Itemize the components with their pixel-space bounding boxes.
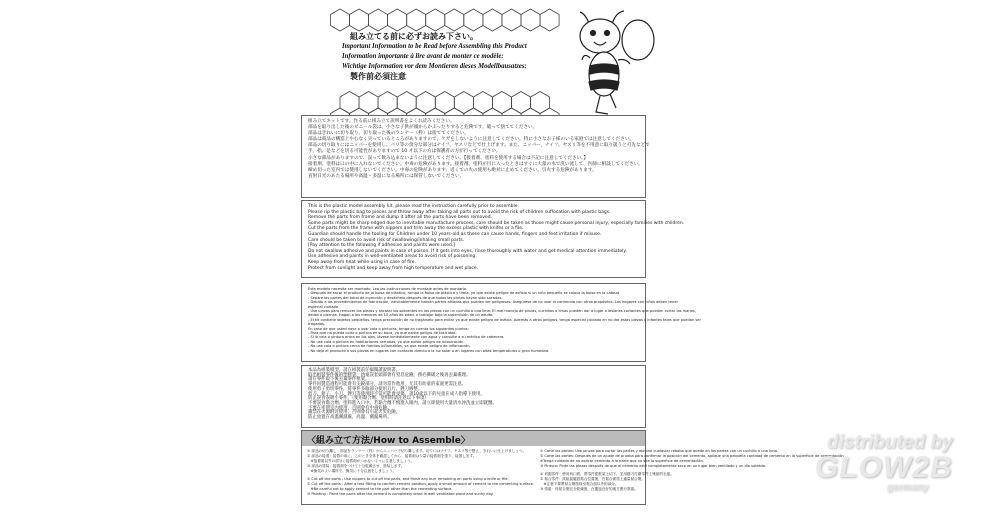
notice-line: 接着剤、塗料は口の中に入れないでください。中毒の危険があります。接着剤、塗料が目に入ったときはすぐに大量の水で洗い流して、医師に相談してください。 — [308, 161, 643, 167]
notice-line: Guardian should handle the tooling for Children under 10 years-old as these can cause hands, fingers and feet irritation if misuse. — [308, 231, 602, 237]
notice-line: Remove the parts from frame and dump it after all the parts have been removed. — [308, 215, 493, 221]
notice-line: - No deje el producto o sus piezas en lugares con contacto directo a la luz solar o en lugares con altas temperaturas o gran humedad. — [308, 348, 550, 353]
notice-line: 組み立てキットです。作る前に組み立て説明書をよくお読みください。 — [308, 119, 455, 124]
hexagon-shape — [435, 92, 454, 114]
hexagon-shape — [454, 92, 473, 114]
title-japanese: 組み立てる前に必ずお読み下さい。 — [350, 32, 478, 41]
notice-line: 手、指、足などを切る可能性がありますので 10 才以下の方は保護者の方が行ってください。 — [308, 149, 501, 155]
notice-line: Please rip the plastic bag to pieces and throw away after taking all parts out to avoid the risk of children suffocation with plastic bags. — [308, 209, 611, 215]
notice-line: 零件因製造過程可能會有尖銳部分，請勿當作他用，尤其有幼童的家庭更需注意。 — [308, 382, 467, 388]
japanese-notice — [301, 115, 650, 198]
notice-line: 小さな部品がありますので、誤って飲み込まないように注意してください。【接着剤、塗料を使用する場合は下記に注意してください。】 — [308, 155, 589, 161]
hexagon-shape — [359, 92, 378, 114]
notice-line: ① 切割零件：使用斜口鉗，將零件從框架上切下，並用銼刀打磨零件上殘留的毛邊。 — [539, 472, 674, 476]
notice-line: ① Cut off the parts : Use nippers to cut off the parts, and finish any burr remaining on parts using a knife or file. — [307, 477, 509, 481]
hexagon-shape — [540, 9, 559, 31]
hexagon-shape — [531, 92, 550, 114]
hexagon-shape — [492, 92, 511, 114]
notice-line: tragadas. — [308, 322, 326, 327]
notice-line: ※Tenga cuidado de no aplicar cemento a la parte que no sea la superficie de cementación. — [539, 459, 704, 463]
notice-line: ③ Painting : Paint the parts after the cement is completely dried in well ventilated place and sunny day. — [307, 492, 494, 496]
notice-line: Este modelo necesita ser montado. Lea las instrucciones de montaje antes de montarlo. — [308, 287, 468, 291]
notice-line: 部品を取り出した後のビニール袋は、小さな子供が頭からかぶったりすると危険です。破って捨ててください。 — [308, 125, 538, 131]
hexagon-shape — [369, 9, 388, 31]
notice-line: ① Corte las partes: Use pinzas para cortar las partes y elimine cualquier rebaba que quede en las partes con un cuchillo o una lima. — [539, 449, 778, 453]
title-german: Wichtige Information vor dem Montieren dieses Modellbausatzes: — [342, 63, 527, 70]
notice-line: 防止誤食誤吸小零件。（使用黏合劑、塗料時請注意以下事項） — [308, 396, 429, 402]
notice-line: ② 部品の接着：接着の前に、このとき全体を確認してから、接着剤は少量の接着剤を塗り、接着します。 — [307, 454, 477, 458]
notice-line: 取出組裝零件後的塑膠袋，幼童誤套頭部會有窒息危險，務必撕破之後再丟棄處理。 — [308, 372, 471, 378]
notice-line: 締め切った室内では使用しないでください。中毒の危険があります。近くでの火の使用も絶対に止めてください。引火する危険があります。 — [308, 167, 597, 173]
notice-line: - Después de sacar el producto de la bolsa de plástico, rompa la bolsa de plástico y tírela, ya que existe peligro de asfixia si un niño pequeño se coloca la bolsa en la cabeza. — [308, 291, 621, 296]
notice-line: 不要誤食黏合劑、塗料進入口中。若黏合劑不慎進入眼內，請立即使用大量清水沖洗並立即就醫。 — [308, 400, 497, 406]
hexagon-shape — [512, 92, 531, 114]
assemble-right-column — [540, 449, 845, 497]
notice-line: ③ 塗裝：待黏合劑完全乾燥後，在通風良好的地方進行塗裝。 — [539, 487, 638, 491]
hexagon-shape — [407, 9, 426, 31]
notice-line: dedos o piernas. Hagan a los menores de 10 años de edad, o trabajar bajo la supervisión de un adulto. — [308, 313, 494, 318]
spanish-steps — [540, 449, 845, 469]
hexagon-shape — [483, 9, 502, 31]
notice-line: ※接着面以外の部分に接着剤がつかないように注意しましょう。 — [307, 459, 415, 463]
hexagon-shape — [426, 9, 445, 31]
notice-line: Some parts might be sharp edged due to inevitable manufacture process, care should be taken as those might cause personal injury, especially families with children. — [308, 220, 685, 226]
notice-line: ※換気のよい場所で、換気に十分注意をしましょう。 — [307, 469, 397, 473]
watermark-line3: germany — [886, 482, 929, 493]
hexagon-shape — [521, 9, 540, 31]
how-to-assemble-section — [301, 430, 845, 505]
hexagon-shape — [502, 9, 521, 31]
japanese-steps — [307, 449, 534, 474]
hexagon-shape — [473, 92, 492, 114]
english-steps — [307, 477, 534, 497]
chinese-notice — [301, 365, 646, 428]
notice-line: - Debido a los procedimientos de fabricación, inevitablemente habrán partes afiladas que pueden ser peligrosas. Asegúrese de no usar el contenido con otros propósitos. Los hogares con niños deben tener — [308, 300, 678, 305]
title-french: Information importante à lire avant de monter ce modèle: — [342, 53, 504, 60]
hexagon-shape — [416, 92, 435, 114]
english-notice — [301, 200, 685, 278]
notice-line: En caso de que usted vaya a usar cola o pinturas, tenga en cuenta los siguientes puntos: — [308, 326, 469, 331]
notice-line: - Si la cola o pintura entra en los ojos, lávese inmediatamente con agua y consulte a su médico de cabecera. — [308, 335, 505, 340]
distributor-watermark — [815, 432, 953, 493]
notice-line: 本品為組裝模型，請在組裝前仔細閱讀說明書。 — [308, 368, 401, 373]
chinese-steps — [540, 472, 845, 492]
notice-line: ② Cut off the parts : After a test fitting to confirm cement position, apply a small amount of cement to the cementing surface. — [307, 482, 534, 486]
notice-line: ③ Pintura: Pinte las piezas después de que el cemento esté completamente seco en un lugar bien ventilado y un día soleado. — [539, 464, 767, 468]
watermark-line1: distributed by — [827, 432, 953, 453]
title-chinese: 製作前必須注意 — [350, 72, 406, 81]
notice-line: 直射日光のあたる場所や高温・多湿になる場所には保管しないでください。 — [308, 173, 465, 179]
notice-line: - Para que no pueda colar o pintura en su boca, ya que existe peligro de toxicidad. — [308, 331, 457, 336]
notice-line: 不要在密閉室內使用，否則會有中毒危險。 — [308, 405, 392, 411]
watermark-logo: GLOW2B — [815, 451, 953, 484]
hexagon-shape — [464, 9, 483, 31]
header-titles — [342, 32, 527, 82]
notice-line: 部品は商品の構造上やむなく尖っているところがありますので、ケガをしないように注意してください。特に小さなお子様のいる家庭では注意してください。 — [308, 137, 634, 143]
hexagon-shape — [378, 92, 397, 114]
how-to-assemble-heading: 〈組み立て方法/How to Assemble〉 — [302, 431, 645, 446]
notice-line: especial cuidado. — [308, 304, 340, 309]
notice-line: ※注意不要將黏合劑塗抹至黏合面以外的部分。 — [539, 482, 619, 486]
notice-line: 使用剪子剪切零件，將零件多餘部分使用刀片、銼刀修整。 — [308, 386, 423, 392]
notice-line: - El kit contiene objetos pequeños, tenga precaución de no tragárselo para evitar ya que existe peligro de asfixia. Además a otros peligros, tenga especial cuidado en no dar estas piezas a infantes tales que puedan ser — [308, 317, 701, 322]
notice-line: - Use pinzas para remover las piezas y alicatar los sobrantes en las piezas con un cuchillo o una lima. El mal manejo de pinzas, cuchillos o limas pueden dar a lugar a lesiones cortantes que pueden cortar las manos, — [308, 309, 696, 314]
hexagon-shape — [350, 9, 369, 31]
notice-line: Care should be taken to avoid risk of swallowing/inhaling small parts. — [308, 237, 465, 243]
notice-line: ② 黏合零件：試組裝確認黏合位置後，在黏合面塗上適量黏合劑。 — [539, 477, 645, 481]
spanish-notice — [301, 283, 701, 362]
notice-line: - No use cola o pintura cerca de fuentes inflamables, ya que existe peligro de inflamación. — [308, 344, 471, 349]
bee-mascot-icon — [560, 8, 670, 118]
title-english: Important Information to be Read before Assembling this Product — [342, 43, 527, 50]
hexagon-shape — [331, 9, 350, 31]
hexagon-shape — [340, 92, 359, 114]
notice-line: 剪刀、鉗子、小刀、銼刀等使用時不當可能會受傷，請10歲以下的兒童在成人指導下使用。 — [308, 391, 485, 397]
notice-line: Keep away from heat while using in case of fire. — [308, 259, 416, 265]
notice-line: [Pay attention to the following if adhesive and paints were used.] — [308, 243, 456, 249]
notice-line: 請在零件取下後丟棄零件框架。 — [308, 377, 370, 383]
notice-line: 部品の切り取りにはニッパーを使用し、バリ等の余分な部分はナイフ、ヤスリなどで仕上げます。また、ニッパー、ナイフ、ヤスリ等を不用意に取り扱うと刃先などで — [308, 143, 650, 149]
notice-line: Use adhesive and paints in well-ventilated areas to avoid risk of poisoning. — [308, 254, 477, 260]
hexagon-shape — [388, 9, 407, 31]
hexagon-shape — [397, 92, 416, 114]
notice-line: ② Corte las partes: Después de un ajuste de prueba para confirmar la posición del cemento, aplique una pequeña cantidad de cemento en la superficie de cementación. — [539, 454, 845, 458]
notice-line: 部品はきれいに切り取り、切り取った後のランナー（枠）は捨ててください。 — [308, 131, 469, 137]
notice-line: ③ 部品の塗装：接着面をつけて十分乾燥させ、塗装します。 — [307, 464, 405, 468]
notice-line: Protect from sunlight and keep away from high temperature and wet place. — [308, 265, 479, 271]
assemble-left-column — [307, 449, 534, 497]
notice-line: Cut the parts from the frame with nippers and trim away the excess plastic with knifes or a file. — [308, 226, 524, 232]
notice-line: This is the plastic model assembly kit, please read the instruction carefully prior to assemble. — [308, 204, 519, 209]
notice-line: 嚴禁在火源附近使用，否則會有引起火災危險。 — [308, 410, 401, 416]
notice-line: - No use cola o pintura en habitaciones cerradas, ya que existe peligro de intoxicación. — [308, 339, 465, 344]
notice-line: 防止放置在高溫潮濕處，高溫、潮濕場所。 — [308, 415, 392, 421]
notice-line: - Separe las partes del árbol de inyección y deséchelo después de que todas las partes hayan sido sacadas. — [308, 295, 503, 300]
notice-line: Do not swallow adhesive and paints in case of poison. If it gets into eyes, rinse thoroughly with water and get medical attention immediately. — [308, 248, 627, 254]
notice-line: ※Be careful not to apply cement to the part other than the cementing surface. — [307, 487, 453, 491]
notice-line: ① 部品の切り離し：部品をランナー（枠）からニッパーで切り離します。切り口はナイフ、ヤスリ等で整え、きれいに仕上げましょう。 — [307, 449, 527, 453]
hexagon-shape — [445, 9, 464, 31]
